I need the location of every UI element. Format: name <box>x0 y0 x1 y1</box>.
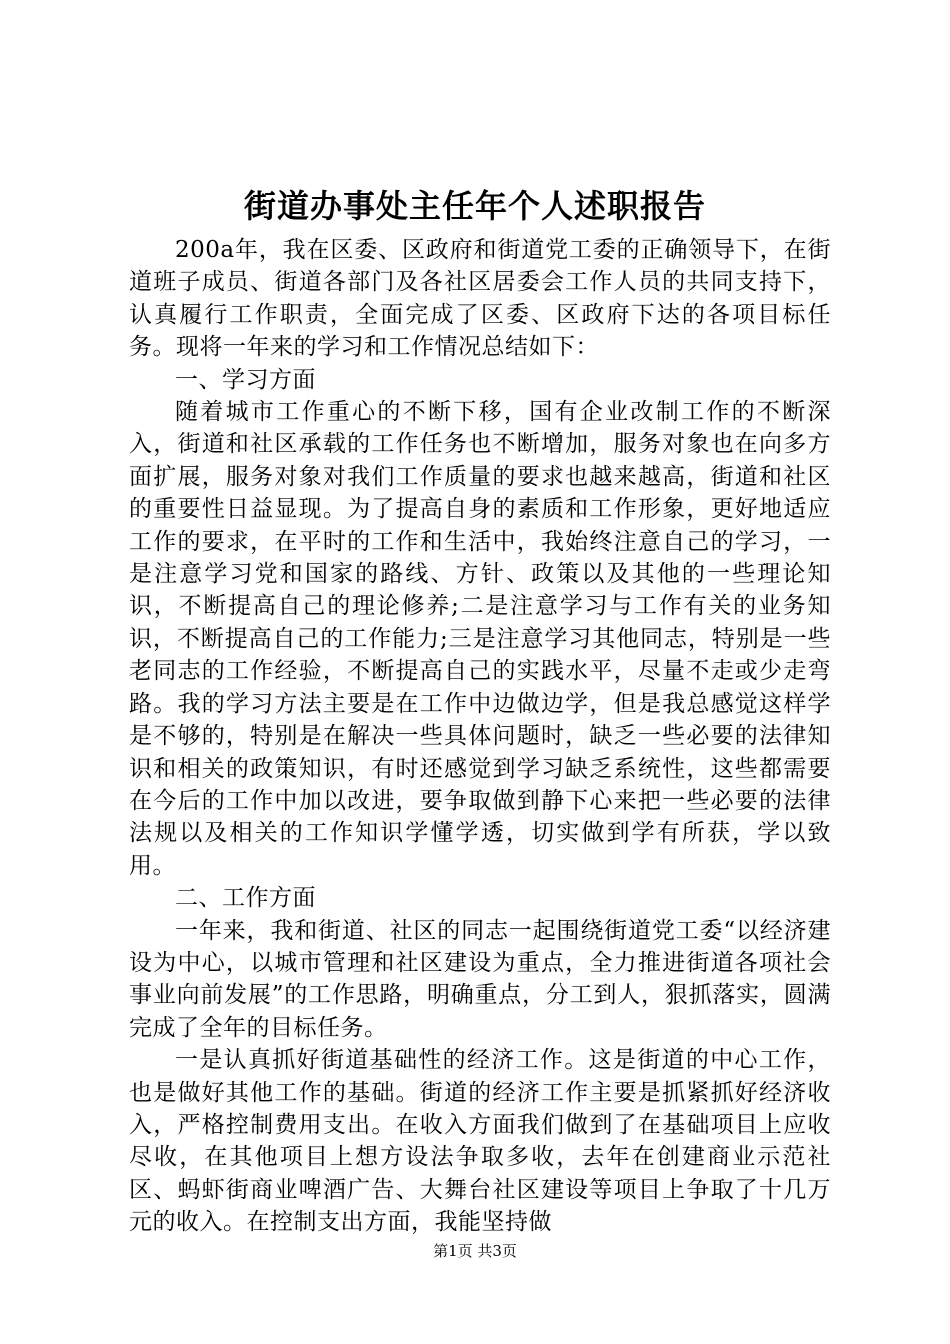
document-title: 街道办事处主任年个人述职报告 <box>243 187 706 225</box>
document-body <box>129 234 831 1239</box>
paragraph-study: 随着城市工作重心的不断下移，国有企业改制工作的不断深入，街道和社区承载的工作任务也不断增加，服务对象也在向多方面扩展，服务对象对我们工作质量的要求也越来越高，街道和社区的重要性日益显现。为了提高自身的素质和工作形象，更好地适应工作的要求，在平时的工作和生活中，我始终注意自己的学习，一是注意学习党和国家的路线、方针、政策以及其他的一些理论知识，不断提高自己的理论修养;二是注意学习与工作有关的业务知识，不断提高自己的工作能力;三是注意学习其他同志，特别是一些老同志的工作经验，不断提高自己的实践水平，尽量不走或少走弯路。我的学习方法主要是在工作中边做边学，但是我总感觉这样学是不够的，特别是在解决一些具体问题时，缺乏一些必要的法律知识和相关的政策知识，有时还感觉到学习缺乏系统性，这些都需要在今后的工作中加以改进，要争取做到静下心来把一些必要的法律法规以及相关的工作知识学懂学透，切实做到学有所获，学以致用。 <box>129 399 831 879</box>
paragraph-intro: 200a年，我在区委、区政府和街道党工委的正确领导下，在街道班子成员、街道各部门及各社区居委会工作人员的共同支持下，认真履行工作职责，全面完成了区委、区政府下达的各项目标任务。现将一年来的学习和工作情况总结如下： <box>129 237 831 361</box>
section-heading-study: 一、学习方面 <box>175 366 316 393</box>
page-footer: 第1页 共3页 <box>433 1242 517 1260</box>
section-heading-work: 二、工作方面 <box>175 885 316 912</box>
paragraph-work-overview: 一年来，我和街道、社区的同志一起围绕街道党工委“以经济建设为中心，以城市管理和社区建设为重点，全力推进街道各项社会事业向前发展”的工作思路，明确重点，分工到人，狠抓落实，圆满完成了全年的目标任务。 <box>129 917 831 1041</box>
paragraph-economic-work: 一是认真抓好街道基础性的经济工作。这是街道的中心工作，也是做好其他工作的基础。街道的经济工作主要是抓紧抓好经济收入，严格控制费用支出。在收入方面我们做到了在基础项目上应收尽收，在其他项目上想方设法争取多收，去年在创建商业示范社区、蚂虾街商业啤酒广告、大舞台社区建设等项目上争取了十几万元的收入。在控制支出方面，我能坚持做 <box>129 1047 831 1236</box>
